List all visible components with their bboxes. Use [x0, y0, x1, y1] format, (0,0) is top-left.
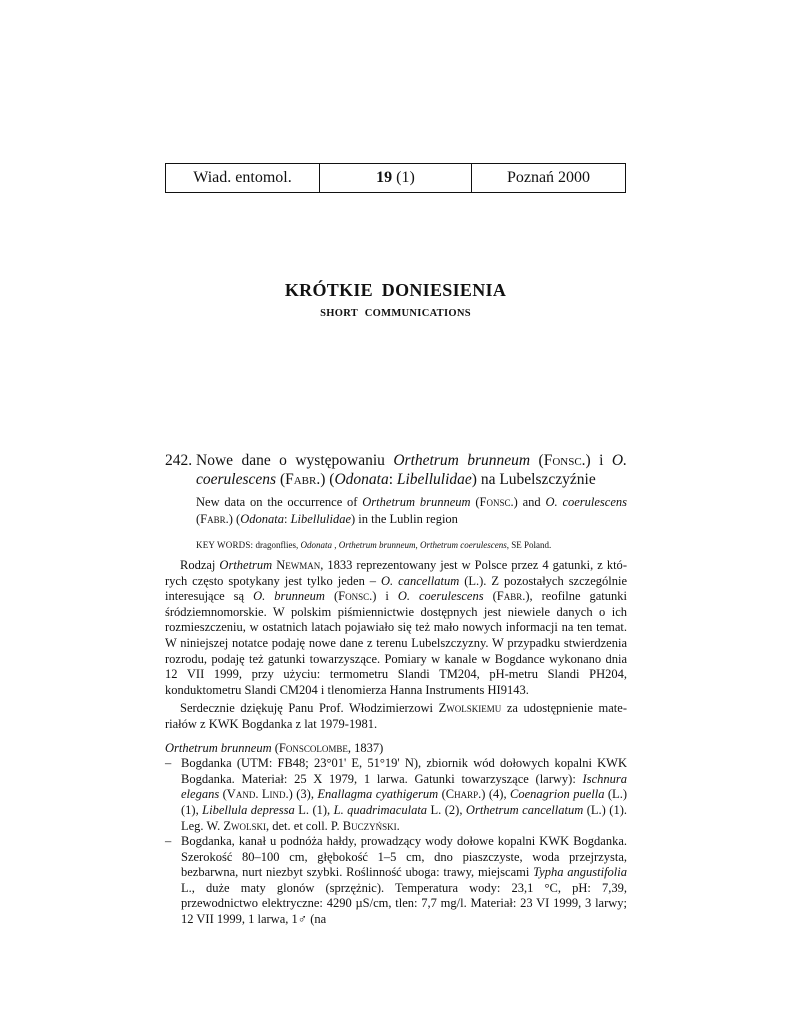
list-item-text: Bogdanka (UTM: FB48; 23°01' E, 51°19' N), zbiornik wód dołowych kopalni KWK Bogdanka. Materiał: 25 X 1979, 1 larwa. Gatunki towarzyszące (larwy): Ischnura elegans (Vand. Lind.) (3), Enallagma cyathigerum (Charp.) (4), Coenagrion puella (L.) (1), Libellula depressa L. (1), L. quadrimaculata L. (2), Orthetrum cancellatum (L.) (1). Leg. W. Zwolski, det. et coll. P. Buczyński. — [181, 756, 627, 833]
journal-header-box — [165, 163, 626, 193]
species-heading: Orthetrum brunneum (Fonscolombe, 1837) — [165, 740, 384, 755]
article-title-pl: Nowe dane o występowaniu Orthetrum brunneum (Fonsc.) i O. coerulescens (Fabr.) (Odonata: Libellulidae) na Lubelszczyźnie — [196, 452, 627, 488]
keywords-label: KEY WORDS: — [196, 540, 254, 550]
journal-name-cell — [166, 164, 320, 192]
keywords: KEY WORDS: dragonflies, Odonata , Orthetrum brunneum, Orthetrum coerulescens, SE Poland. — [196, 540, 552, 550]
list-item-text: Bogdanka, kanał u podnóża hałdy, prowadzący wody dołowe kopalni KWK Bogdanka. Szerokość 80–100 cm, głębokość 1–5 cm, dno piaszczyste, woda przejrzysta, bezbarwna, nurt niezbyt szybki. Roślinność uboga: trawy, miejscami Typha angustifolia L., duże maty glonów (sprzężnic). Temperatura wody: 23,1 °C, pH: 7,39, przewodnictwo elektryczne: 4290 µS/cm, tlen: 7,7 mg/l. Materiał: 23 VI 1999, 3 larwy; 12 VII 1999, 1 larwa, 1♂ (na — [181, 834, 627, 927]
volume-number: 19 — [376, 169, 393, 186]
issue-number: (1) — [396, 169, 415, 186]
list-dash: – — [165, 756, 172, 771]
volume-cell — [320, 164, 472, 192]
list-dash: – — [165, 834, 172, 849]
place-year: Poznań 2000 — [506, 169, 591, 186]
paragraph-intro: Rodzaj Orthetrum Newman, 1833 reprezentowany jest w Polsce przez 4 gatunki, z których często spotykany jest tylko jeden – O. cancellatum (L.). Z pozostałych szczególnie interesujące są O. brunneum (Fonsc.) i O. coerulescens (Fabr.), reofilne gatunki śródziemnomorskie. W polskim piśmiennictwie dostępnych jest niewiele danych o ich rozmieszczeniu, w ostatnich latach pojawiało się też mało nowych informacji na ten temat. W niniejszej notatce podaję nowe dane z terenu Lubelszczyzny. W przypadku stwierdzenia rozrodu, podaję też gatunki towarzyszące. Pomiary w kanale w Bogdance wykonano dnia 12 VII 1999, przy użyciu: termometru Slandi TM204, pH-metru Slandi PH204, konduktometru Slandi CM204 i tlenomierza Hanna Instruments HI9143. — [165, 558, 627, 697]
journal-name: Wiad. entomol. — [193, 169, 292, 186]
list-item — [165, 756, 627, 834]
article-number: 242. — [165, 452, 193, 469]
list-item — [165, 834, 627, 928]
article-title-en: New data on the occurrence of Orthetrum brunneum (Fonsc.) and O. coerulescens (Fabr.) (Odonata: Libellulidae) in the Lublin region — [196, 495, 628, 526]
paragraph-acknowledgement: Serdecznie dziękuję Panu Prof. Włodzimierzowi Zwolskiemu za udostępnienie materiałów z KWK Bogdanka z lat 1979-1981. — [165, 701, 627, 731]
place-year-cell — [472, 164, 625, 192]
section-subtitle: SHORT COMMUNICATIONS — [320, 308, 471, 319]
article-title — [165, 451, 627, 489]
section-title: KRÓTKIE DONIESIENIA — [284, 280, 507, 300]
article — [165, 451, 627, 928]
